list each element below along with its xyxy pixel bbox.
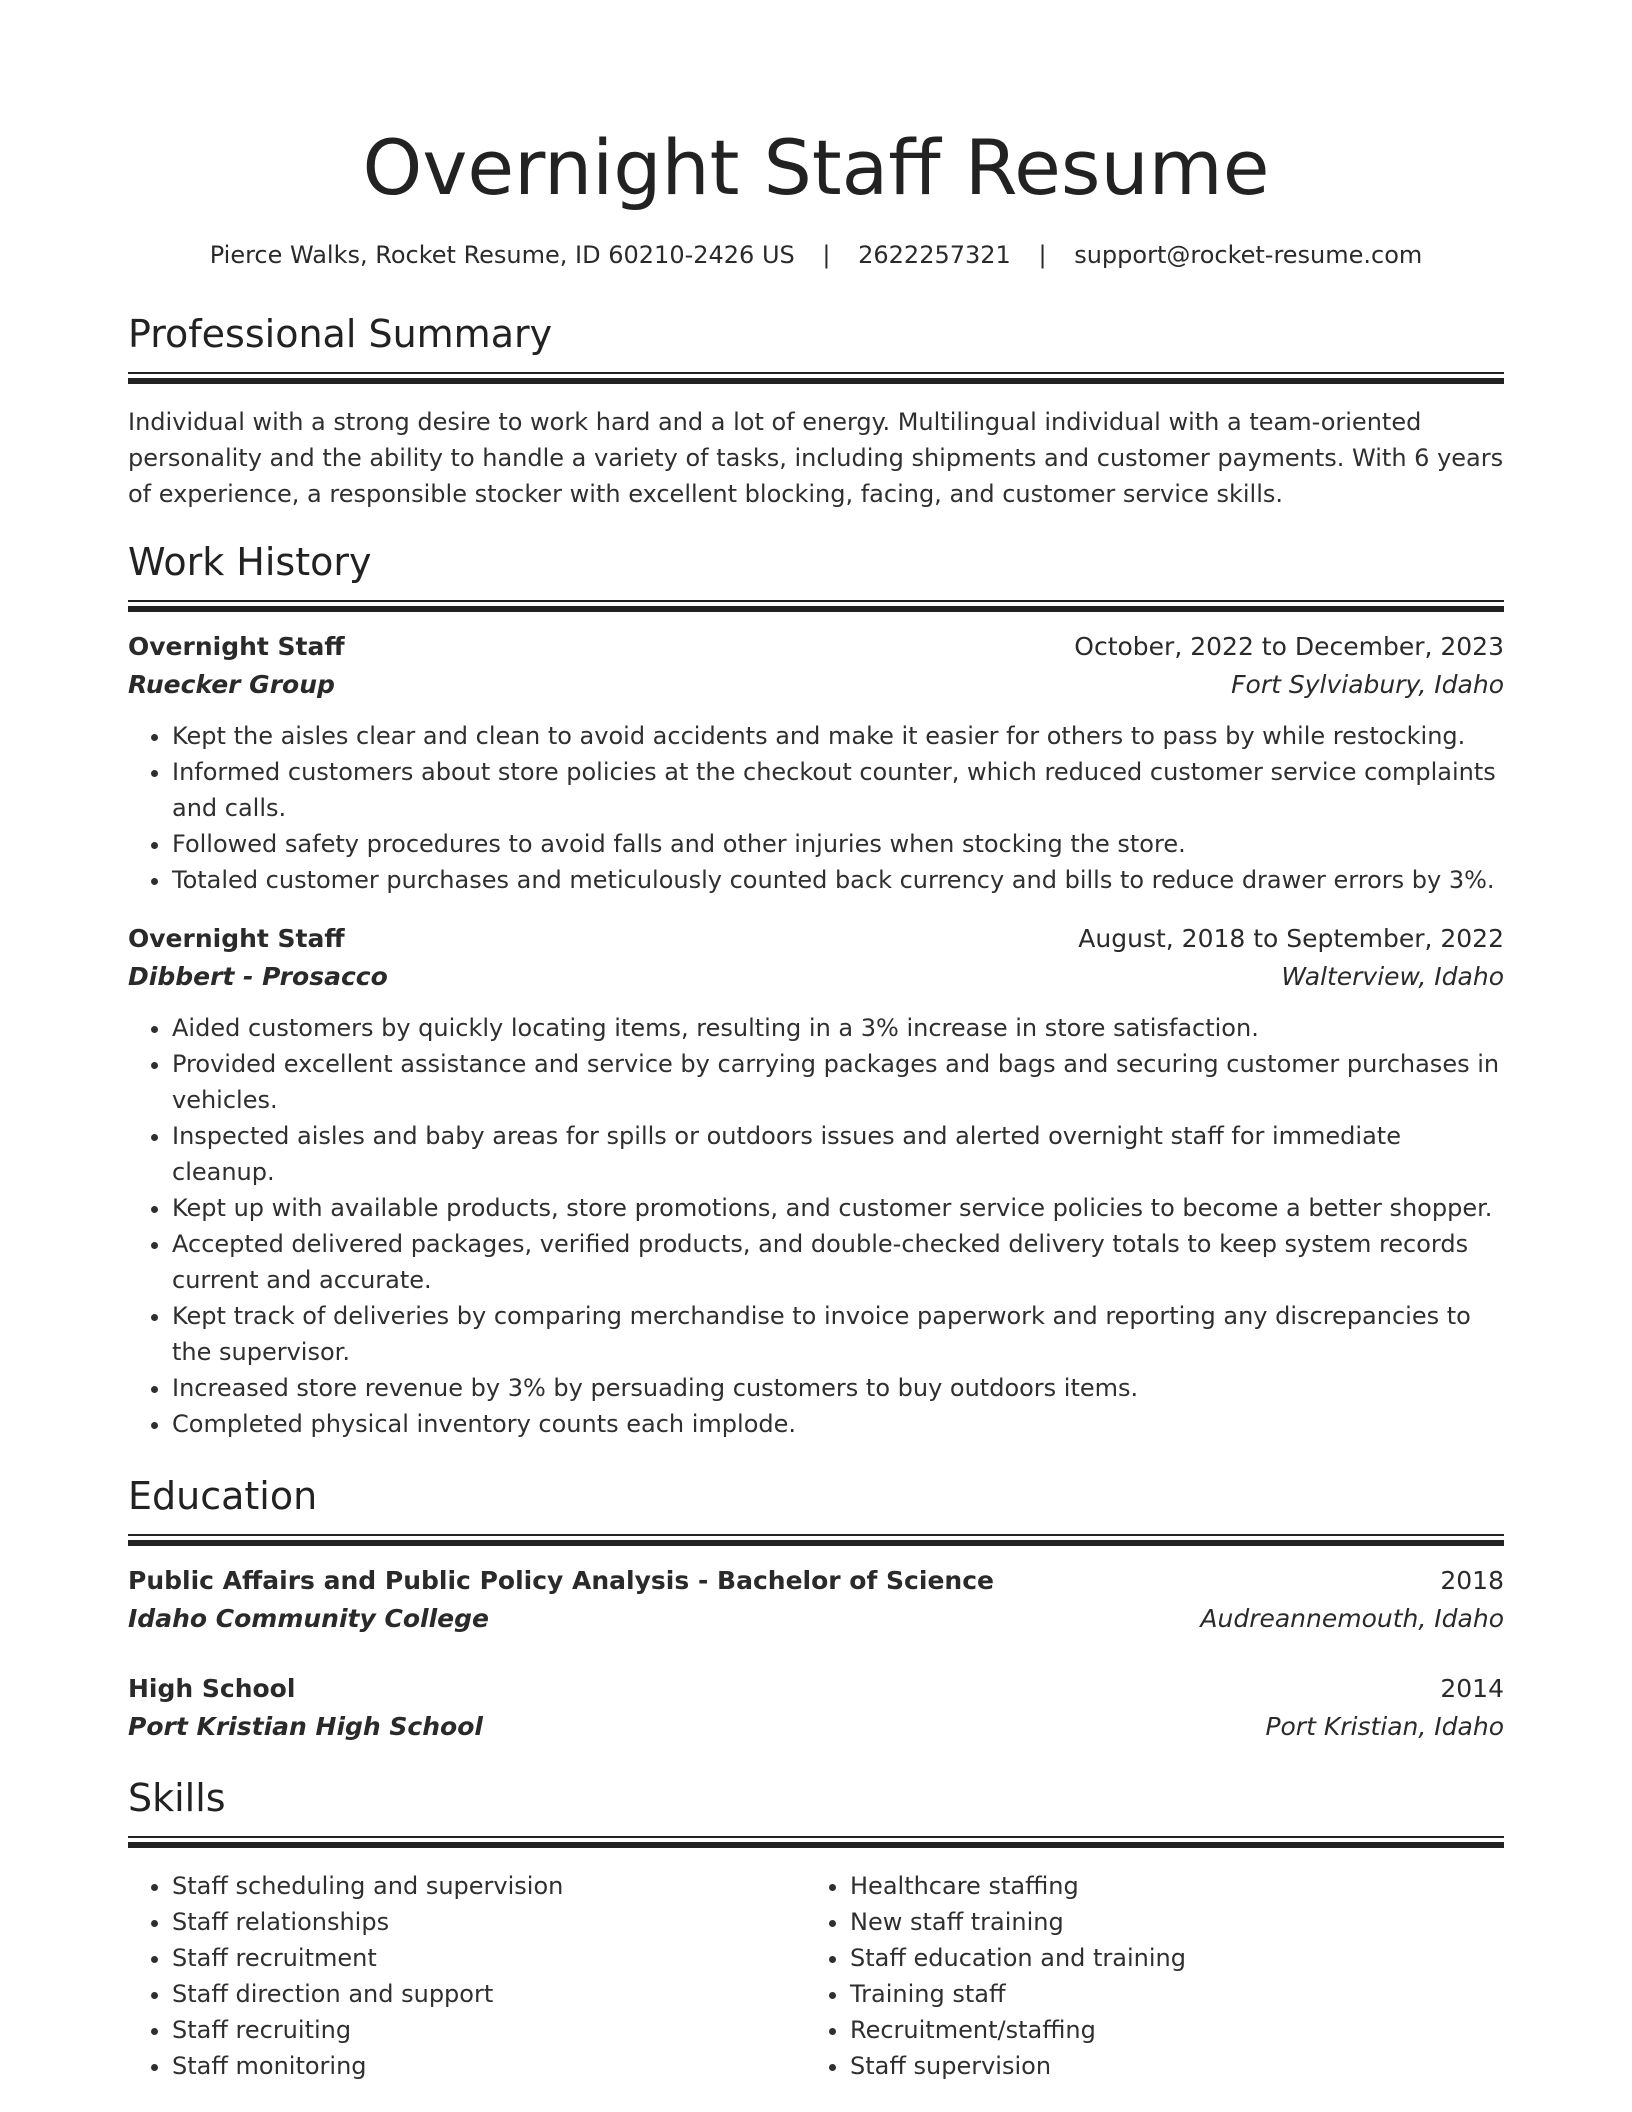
list-item: • Inspected aisles and baby areas for spills or outdoors issues and alerted overnight staff for immediate cleanup. xyxy=(172,1118,1504,1190)
list-item: • Completed physical inventory counts each implode. xyxy=(172,1406,1504,1442)
job-bullets xyxy=(128,1010,1504,1442)
job-dates: October, 2022 to December, 2023 xyxy=(1074,632,1504,661)
list-item: • Training staff xyxy=(850,1976,1484,2012)
list-item: • Staff recruiting xyxy=(172,2012,806,2048)
education-heading: Education xyxy=(128,1474,318,1518)
list-item: • Informed customers about store policies at the checkout counter, which reduced customer service complaints and calls. xyxy=(172,754,1504,826)
work-history-section xyxy=(128,538,1504,1442)
work-history-heading: Work History xyxy=(128,540,372,584)
list-item: • Recruitment/staffing xyxy=(850,2012,1484,2048)
list-item: • Staff recruitment xyxy=(172,1940,806,1976)
contact-separator: | xyxy=(822,241,831,269)
contact-address: Pierce Walks, Rocket Resume, ID 60210-2426 US xyxy=(209,241,795,269)
skills-grid xyxy=(128,1868,1504,2084)
job-entry xyxy=(128,628,1504,898)
summary-section xyxy=(128,310,1504,512)
summary-heading: Professional Summary xyxy=(128,312,553,356)
education-degree: High School xyxy=(128,1674,296,1703)
list-item: • Healthcare staffing xyxy=(850,1868,1484,1904)
education-year: 2014 xyxy=(1440,1674,1504,1703)
section-divider xyxy=(128,372,1504,384)
resume-page xyxy=(128,118,1504,2084)
skills-column-left xyxy=(128,1868,806,2084)
list-item: • Kept track of deliveries by comparing merchandise to invoice paperwork and reporting any discrepancies to the supervisor. xyxy=(172,1298,1504,1370)
list-item: • Staff supervision xyxy=(850,2048,1484,2084)
contact-line xyxy=(128,240,1504,270)
job-title: Overnight Staff xyxy=(128,632,345,661)
list-item: • Aided customers by quickly locating items, resulting in a 3% increase in store satisfaction. xyxy=(172,1010,1504,1046)
education-school: Idaho Community College xyxy=(128,1604,489,1633)
list-item: • Followed safety procedures to avoid falls and other injuries when stocking the store. xyxy=(172,826,1504,862)
job-location: Fort Sylviabury, Idaho xyxy=(1231,670,1504,699)
section-divider xyxy=(128,600,1504,612)
contact-separator: | xyxy=(1038,241,1047,269)
section-divider xyxy=(128,1534,1504,1546)
list-item: • Staff direction and support xyxy=(172,1976,806,2012)
contact-email: support@rocket-resume.com xyxy=(1074,241,1423,269)
list-item: • Kept up with available products, store promotions, and customer service policies to become a better shopper. xyxy=(172,1190,1504,1226)
job-dates: August, 2018 to September, 2022 xyxy=(1078,924,1504,953)
list-item: • Kept the aisles clear and clean to avoid accidents and make it easier for others to pass by while restocking. xyxy=(172,718,1504,754)
list-item: • Accepted delivered packages, verified products, and double-checked delivery totals to keep system records current and accurate. xyxy=(172,1226,1504,1298)
list-item: • Totaled customer purchases and meticulously counted back currency and bills to reduce drawer errors by 3%. xyxy=(172,862,1504,898)
job-title: Overnight Staff xyxy=(128,924,345,953)
list-item: • Provided excellent assistance and service by carrying packages and bags and securing customer purchases in vehicles. xyxy=(172,1046,1504,1118)
list-item: • Staff scheduling and supervision xyxy=(172,1868,806,1904)
education-school: Port Kristian High School xyxy=(128,1712,483,1741)
section-divider xyxy=(128,1836,1504,1848)
skills-section xyxy=(128,1774,1504,2084)
list-item: • Increased store revenue by 3% by persuading customers to buy outdoors items. xyxy=(172,1370,1504,1406)
skills-heading: Skills xyxy=(128,1776,226,1820)
list-item: • Staff education and training xyxy=(850,1940,1484,1976)
resume-title: Overnight Staff Resume xyxy=(362,123,1270,212)
job-company: Ruecker Group xyxy=(128,670,335,699)
skills-column-right xyxy=(806,1868,1484,2084)
education-section xyxy=(128,1472,1504,1746)
summary-text: Individual with a strong desire to work hard and a lot of energy. Multilingual individual with a team-oriented personality and the ability to handle a variety of tasks, including shipments and customer payments. With 6 years of experience, a responsible stocker with excellent blocking, facing, and customer service skills. xyxy=(128,408,1504,508)
education-entry xyxy=(128,1562,1504,1638)
education-degree: Public Affairs and Public Policy Analysis - Bachelor of Science xyxy=(128,1566,994,1595)
education-year: 2018 xyxy=(1440,1566,1504,1595)
job-bullets xyxy=(128,718,1504,898)
list-item: • New staff training xyxy=(850,1904,1484,1940)
contact-phone: 2622257321 xyxy=(858,241,1011,269)
list-item: • Staff monitoring xyxy=(172,2048,806,2084)
job-location: Walterview, Idaho xyxy=(1281,962,1504,991)
job-company: Dibbert - Prosacco xyxy=(128,962,388,991)
education-location: Port Kristian, Idaho xyxy=(1265,1712,1504,1741)
education-entry xyxy=(128,1670,1504,1746)
job-entry xyxy=(128,920,1504,1442)
list-item: • Staff relationships xyxy=(172,1904,806,1940)
education-location: Audreannemouth, Idaho xyxy=(1200,1604,1504,1633)
